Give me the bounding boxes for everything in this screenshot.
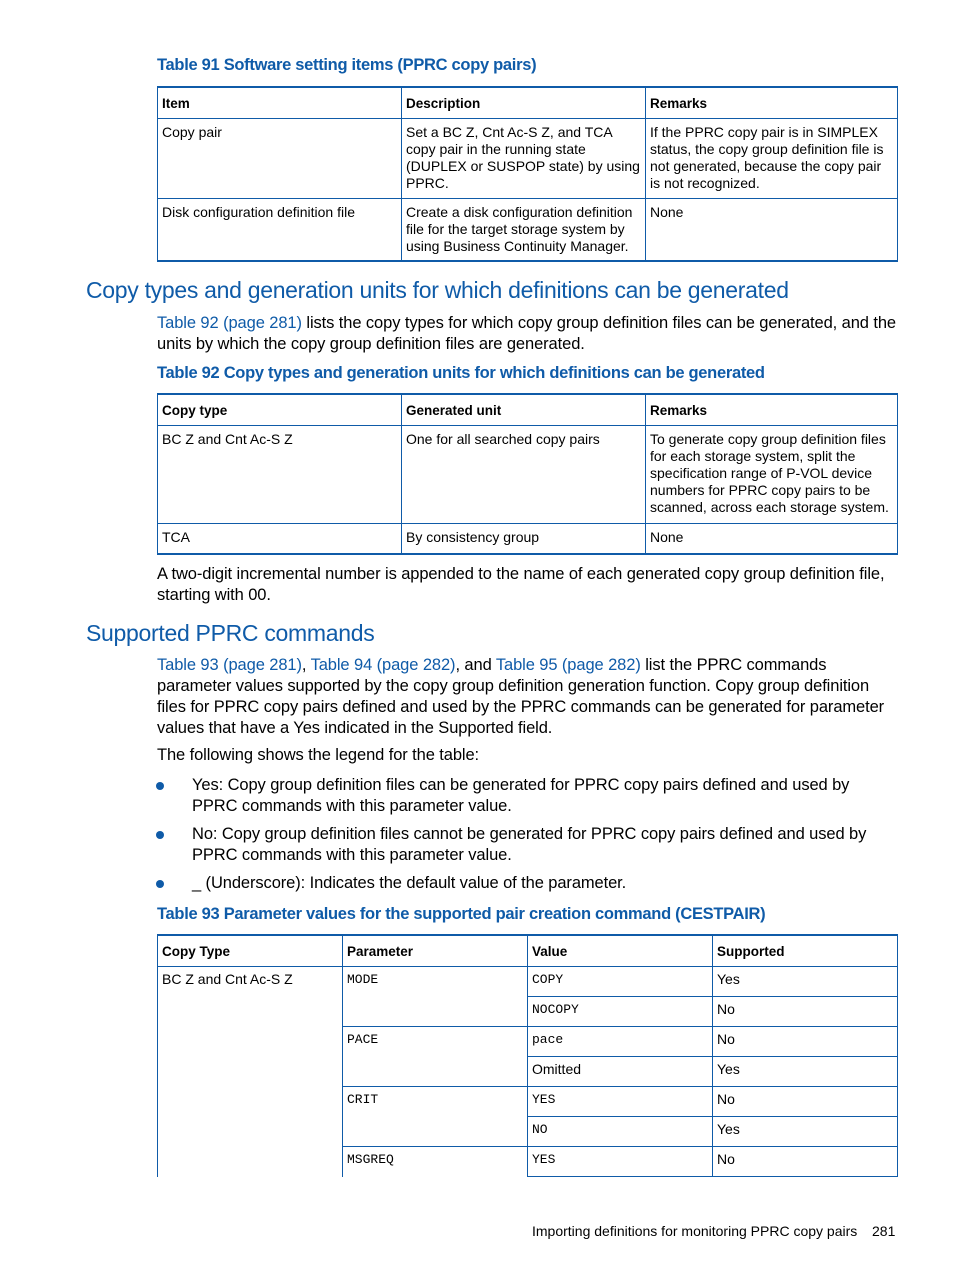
link-table95[interactable]: Table 95 (page 282) [495, 656, 641, 674]
supported-cell: Yes [713, 967, 898, 997]
table92-header-generated-unit: Generated unit [402, 394, 646, 426]
table93-header-value: Value [528, 935, 713, 967]
table93 [157, 934, 898, 1177]
value-cell: Omitted [528, 1057, 713, 1087]
table-row [158, 967, 898, 997]
copy-type-cell: BC Z and Cnt Ac-S Z [158, 967, 343, 1177]
table91 [157, 86, 898, 262]
table-row [158, 119, 898, 199]
table93-header-copy-type: Copy Type [158, 935, 343, 967]
table93-header-parameter: Parameter [343, 935, 528, 967]
table-cell: Create a disk configuration definition file for the target storage system by using Business Continuity Manager. [402, 199, 646, 261]
param-pace: PACE [343, 1027, 528, 1087]
table-cell: Disk configuration definition file [158, 199, 402, 261]
param-msgreq: MSGREQ [343, 1147, 528, 1177]
value-cell: pace [528, 1027, 713, 1057]
param-crit: CRIT [343, 1087, 528, 1147]
section-heading-supported-pprc: Supported PPRC commands [86, 620, 375, 646]
table-cell: None [646, 199, 898, 261]
param-mode: MODE [343, 967, 528, 1027]
section-heading-copy-types: Copy types and generation units for which definitions can be generated [86, 277, 789, 303]
footer-title: Importing definitions for monitoring PPRC copy pairs [532, 1223, 858, 1239]
section1-paragraph [157, 313, 897, 355]
table93-header-supported: Supported [713, 935, 898, 967]
table92-caption: Table 92 Copy types and generation units for which definitions can be generated [157, 364, 765, 382]
supported-cell: No [713, 997, 898, 1027]
table-cell: To generate copy group definition files for each storage system, split the specification range of P-VOL device numbers for PPRC copy pairs to be scanned, across each storage system. [646, 426, 898, 524]
link-table92[interactable]: Table 92 (page 281) [157, 314, 302, 332]
table92-header-copy-type: Copy type [158, 394, 402, 426]
value-cell: YES [528, 1147, 713, 1177]
table-cell: One for all searched copy pairs [402, 426, 646, 524]
table91-header-item: Item [158, 87, 402, 119]
table-row [158, 199, 898, 261]
section1-text: lists the copy types for which copy group definition files can be generated, and the units by which the copy group definition files are generated. [157, 314, 897, 353]
bullet-icon [156, 831, 164, 839]
legend-item-no: No: Copy group definition files cannot be generated for PPRC copy pairs defined and used by PPRC commands with this parameter value. [192, 825, 867, 864]
value-cell: COPY [528, 967, 713, 997]
supported-cell: Yes [713, 1117, 898, 1147]
link-table94[interactable]: Table 94 (page 282) [310, 656, 456, 674]
bullet-icon [156, 782, 164, 790]
link-table93[interactable]: Table 93 (page 281) [157, 656, 302, 674]
table-cell: By consistency group [402, 524, 646, 554]
value-cell: YES [528, 1087, 713, 1117]
legend-intro: The following shows the legend for the table: [157, 746, 480, 764]
supported-cell: No [713, 1027, 898, 1057]
section2-paragraph [157, 655, 902, 739]
legend-item-underscore: _ (Underscore): Indicates the default value of the parameter. [192, 874, 627, 892]
table92-header-remarks: Remarks [646, 394, 898, 426]
page-number: 281 [872, 1223, 896, 1239]
table-row [158, 524, 898, 554]
section2-text: list the PPRC commands parameter values supported by the copy group definition generation function. Copy group definition files for PPRC copy pairs defined and used by the PPRC commands can be generated for parameter values that have a Yes indicated in the Supported field. [157, 656, 885, 737]
table92 [157, 393, 898, 555]
table-cell: None [646, 524, 898, 554]
separator: , [301, 656, 311, 674]
table93-caption: Table 93 Parameter values for the supported pair creation command (CESTPAIR) [157, 905, 766, 923]
table-cell: If the PPRC copy pair is in SIMPLEX status, the copy group definition file is not generated, because the copy pair is not recognized. [646, 119, 898, 199]
supported-cell: No [713, 1087, 898, 1117]
table-cell: BC Z and Cnt Ac-S Z [158, 426, 402, 524]
bullet-icon [156, 880, 164, 888]
legend-item-yes: Yes: Copy group definition files can be generated for PPRC copy pairs defined and used by PPRC commands with this parameter value. [192, 776, 850, 815]
table91-header-description: Description [402, 87, 646, 119]
table91-caption: Table 91 Software setting items (PPRC copy pairs) [157, 56, 537, 74]
table91-header-remarks: Remarks [646, 87, 898, 119]
value-cell: NO [528, 1117, 713, 1147]
separator: , and [455, 656, 496, 674]
table-cell: Copy pair [158, 119, 402, 199]
table-cell: Set a BC Z, Cnt Ac-S Z, and TCA copy pair in the running state (DUPLEX or SUSPOP state) by using PPRC. [402, 119, 646, 199]
supported-cell: No [713, 1147, 898, 1177]
table-row [158, 426, 898, 524]
value-cell: NOCOPY [528, 997, 713, 1027]
paragraph-numbering: A two-digit incremental number is appended to the name of each generated copy group definition file, starting with 00. [157, 565, 885, 604]
supported-cell: Yes [713, 1057, 898, 1087]
table-cell: TCA [158, 524, 402, 554]
